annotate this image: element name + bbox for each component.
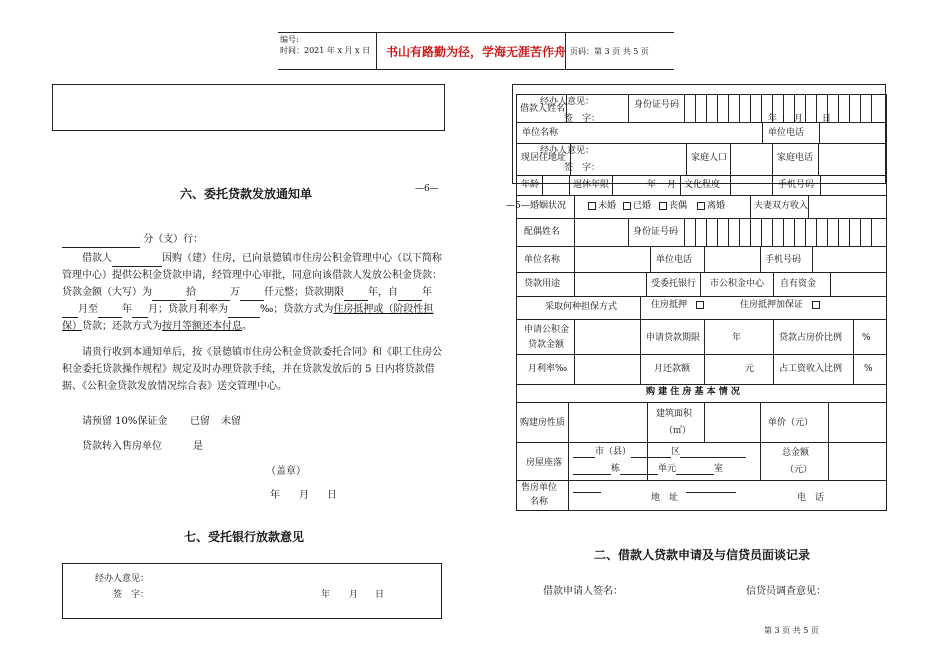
overlay-sign-2: 签 字： (564, 163, 601, 173)
left-page-mark: —6— (415, 184, 439, 194)
label-monthly-rate: 月利率‰ (528, 364, 568, 374)
house-info-title: 购 建 住 房 基 本 情 况 (646, 387, 740, 397)
checkbox-icon (623, 202, 631, 210)
label-house-nature: 购建房性质 (520, 418, 566, 428)
label-income-ratio: 占工资收入比例 (779, 364, 843, 374)
overlay-month: 月 (794, 114, 804, 124)
label-spouse-unit-phone: 单位电话 (656, 255, 693, 265)
notice-date-day: 日 (327, 490, 337, 501)
label-house-location: 房屋座落 (526, 458, 563, 468)
label-marital: 婚姻状况 (530, 201, 567, 211)
branch-suffix: 分（支）行： (143, 234, 204, 245)
label-income-percent: % (864, 364, 873, 374)
label-loan-price-ratio: 贷款占房价比例 (779, 333, 843, 343)
checkbox-icon (696, 301, 704, 309)
label-total-amount: 总金额 (782, 448, 810, 458)
label-retire-month: 月 (667, 180, 677, 190)
bank-sign-year: 年 (321, 590, 331, 600)
guarantee-mortgage-plus: 住房抵押加保证 (740, 300, 822, 311)
label-seller-phone: 电 话 (797, 493, 825, 503)
label-seller-1: 售房单位 (521, 483, 558, 493)
label-own-funds: 自有资金 (780, 279, 817, 289)
label-spouse-name: 配偶姓名 (524, 227, 561, 237)
section7-title: 七、受托银行放款意见 (184, 530, 305, 544)
label-apply-amount-2: 贷款金额 (528, 340, 565, 350)
notice-paragraph-2: 请贵行收到本通知单后，按《景德镇市住房公积金贷款委托合同》和《职工住房公积金委托贷款操作规程》规定及时办理贷款手续，并在贷款发放后的 5 日内将贷款借据、《公积金贷款发放情况综合表》送交管理中心。 (62, 347, 442, 392)
checkbox-icon (588, 202, 596, 210)
guarantee-mortgage: 住房抵押 (651, 300, 706, 311)
label-borrower-name: 借款人姓名 (520, 104, 566, 114)
label-address: 现居住地址 (521, 153, 567, 163)
section2-title: 二、借款人贷款申请及与信贷员面谈记录 (594, 548, 811, 562)
marital-unmarried: 未婚 (588, 201, 616, 212)
checkbox-icon (659, 202, 667, 210)
applicant-signature-label: 借款申请人签名： (543, 586, 623, 597)
label-retire-year: 年 (647, 180, 657, 190)
bank-sign-day: 日 (375, 590, 385, 600)
overlay-day: 日 (822, 114, 832, 124)
marital-divorced: 离婚 (697, 201, 725, 212)
deposit-option-not-kept: 未留 (221, 416, 241, 427)
label-guarantee-method: 采取何种担保方式 (545, 302, 618, 312)
label-term-year: 年 (732, 333, 742, 343)
overlay-officer-1: 经办人意见： (540, 97, 595, 107)
label-unit-phone: 单位电话 (768, 128, 805, 138)
label-spouse-unit: 单位名称 (524, 255, 561, 265)
label-apply-amount-1: 申请公积金 (524, 325, 570, 335)
marital-married: 已婚 (623, 201, 651, 212)
label-ratio-percent: % (862, 333, 871, 343)
label-age: 年龄 (521, 180, 540, 190)
label-mobile: 手机号码 (778, 180, 815, 190)
label-apply-term: 申请贷款期限 (646, 333, 701, 343)
checkbox-icon (697, 202, 705, 210)
notice-paragraph-1: 借款人 因购（建）住房，已向景德镇市住房公积金管理中心（以下简称管理中心）提供公积金贷款申请，经管理中心审批，同意向该借款人发放公积金贷款：贷款金额（大写）为 拾 万 仟元整；贷款期限 年，自 年月至 年 月；贷款月利率为 ‰；贷款方式为住房抵押或（阶段性担保）贷款；还款方式为按月等额还本付息。 (62, 253, 442, 332)
footer-page-number: 第 3 页 共 5 页 (764, 626, 819, 635)
overlay-officer-2: 经办人意见： (540, 146, 595, 156)
label-fund-center: 市公积金中心 (710, 279, 765, 289)
label-loan-purpose: 贷款用途 (524, 279, 561, 289)
deposit-label: 请预留 10%保证金 (82, 416, 168, 427)
header-number: 编号: (280, 35, 299, 44)
seal-label: （盖章） (266, 466, 306, 477)
notice-date-year: 年 (270, 490, 280, 501)
label-spouse-mobile: 手机号码 (765, 255, 802, 265)
notice-date-month: 月 (299, 490, 309, 501)
transfer-option: 是 (193, 441, 203, 452)
label-entrusted-bank: 受委托银行 (651, 279, 697, 289)
label-monthly-repay: 月还款额 (654, 364, 691, 374)
overlay-year: 年 (768, 114, 778, 124)
section6-title: 六、委托贷款发放通知单 (180, 187, 313, 201)
location-line-1: 市（县） 区 (573, 447, 746, 458)
label-repay-yuan: 元 (745, 364, 755, 374)
marital-widowed: 丧偶 (659, 201, 687, 212)
header-time: 时间：2021 年 x 月 x 日 (280, 46, 371, 55)
header-motto: 书山有路勤为径，学海无涯苦作舟 (386, 45, 567, 59)
label-total-amount-unit: （元） (785, 465, 813, 475)
label-seller-2: 名称 (530, 497, 549, 507)
label-education: 文化程度 (684, 180, 721, 190)
bank-officer-label: 经办人意见： (95, 574, 150, 584)
label-spouse-id: 身份证号码 (633, 227, 679, 237)
right-page-mark: —5— (506, 201, 530, 211)
transfer-label: 贷款转入售房单位 (82, 441, 162, 452)
location-line-2: 栋 单元 室 (573, 464, 723, 475)
label-unit-name: 单位名称 (522, 128, 559, 138)
overlay-sign-1: 签 字： (564, 114, 601, 124)
officer-opinion-label: 信贷员调查意见： (746, 586, 826, 597)
header-page: 页码：第 3 页 共 5 页 (570, 47, 649, 56)
bank-sign-month: 月 (349, 590, 359, 600)
bank-sign-label: 签 字： (113, 590, 150, 600)
label-id-number: 身份证号码 (634, 100, 680, 110)
checkbox-icon (812, 301, 820, 309)
label-couple-income: 夫妻双方收入 (754, 201, 809, 211)
label-floor-area-unit: （㎡） (664, 426, 692, 436)
label-seller-address: 地 址 (651, 493, 679, 503)
label-floor-area: 建筑面积 (656, 409, 693, 419)
label-family-size: 家庭人口 (691, 153, 728, 163)
label-home-phone: 家庭电话 (777, 153, 814, 163)
deposit-option-kept: 已留 (190, 416, 210, 427)
label-retire-years: 退休年限 (573, 180, 610, 190)
label-unit-price: 单价（元） (768, 418, 814, 428)
